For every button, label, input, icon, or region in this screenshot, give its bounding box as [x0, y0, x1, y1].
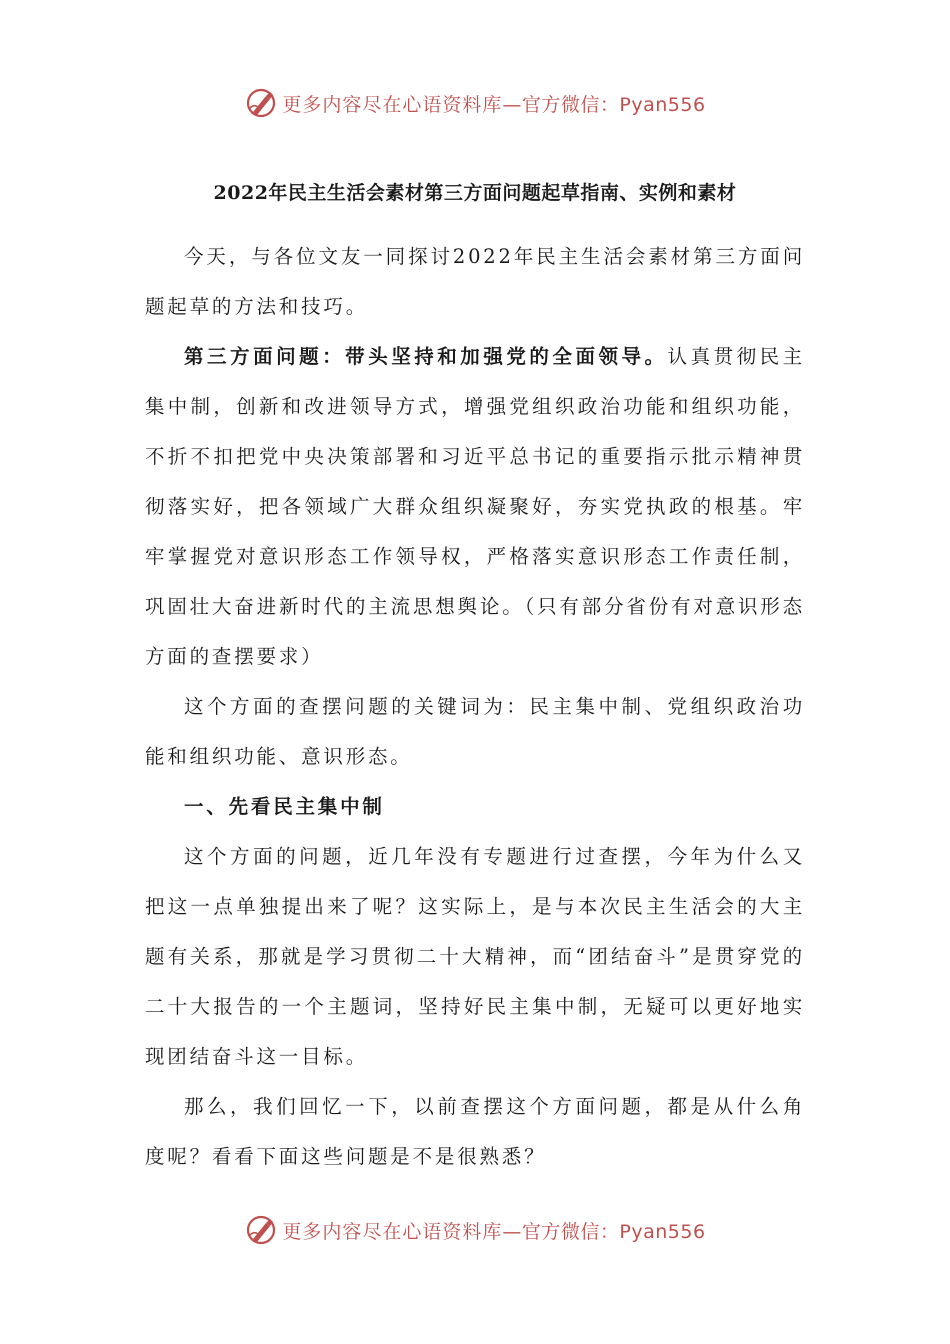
watermark-main: 更多内容尽在心语资料库: [282, 1220, 503, 1243]
watermark-wechat: 官方微信：Pyan556: [521, 93, 706, 116]
watermark-text: [282, 90, 705, 117]
paragraph-third-aspect-body: 认真贯彻民主集中制，创新和改进领导方式，增强党组织政治功能和组织功能，不折不扣把党中央决策部署和习近平总书记的重要指示批示精神贯彻落实好，把各领域广大群众组织凝聚好，夯实党执政的根基。牢牢掌握党对意识形态工作领导权，严格落实意识形态工作责任制，巩固壮大奋进新时代的主流思想舆论。（只有部分省份有对意识形态方面的查摆要求）: [145, 345, 805, 668]
document-body: [145, 232, 805, 1182]
watermark-separator: —: [502, 1220, 522, 1243]
footer-watermark: [0, 1210, 950, 1250]
pen-logo-icon: [244, 86, 278, 120]
section-heading-democratic-centralism: 一、先看民主集中制: [184, 795, 385, 818]
paragraph-third-aspect-lead: 第三方面问题：带头坚持和加强党的全面领导。: [184, 345, 668, 368]
document-title: 2022年民主生活会素材第三方面问题起草指南、实例和素材: [213, 182, 737, 204]
watermark-wechat: 官方微信：Pyan556: [521, 1220, 706, 1243]
paragraph-third-aspect: [145, 332, 805, 682]
watermark-separator: —: [502, 93, 522, 116]
watermark-text: [282, 1217, 705, 1244]
paragraph-intro: 今天，与各位文友一同探讨2022年民主生活会素材第三方面问题起草的方法和技巧。: [145, 245, 805, 318]
header-watermark: [0, 83, 950, 123]
paragraph-recall: 那么，我们回忆一下，以前查摆这个方面问题，都是从什么角度呢？看看下面这些问题是不是很熟悉？: [145, 1095, 805, 1168]
watermark-main: 更多内容尽在心语资料库: [282, 93, 503, 116]
pen-logo-icon: [244, 1213, 278, 1247]
paragraph-explanation: 这个方面的问题，近几年没有专题进行过查摆，今年为什么又把这一点单独提出来了呢？这实际上，是与本次民主生活会的大主题有关系，那就是学习贯彻二十大精神，而“团结奋斗”是贯穿党的二十大报告的一个主题词，坚持好民主集中制，无疑可以更好地实现团结奋斗这一目标。: [145, 845, 805, 1068]
paragraph-keywords: 这个方面的查摆问题的关键词为：民主集中制、党组织政治功能和组织功能、意识形态。: [145, 695, 805, 768]
